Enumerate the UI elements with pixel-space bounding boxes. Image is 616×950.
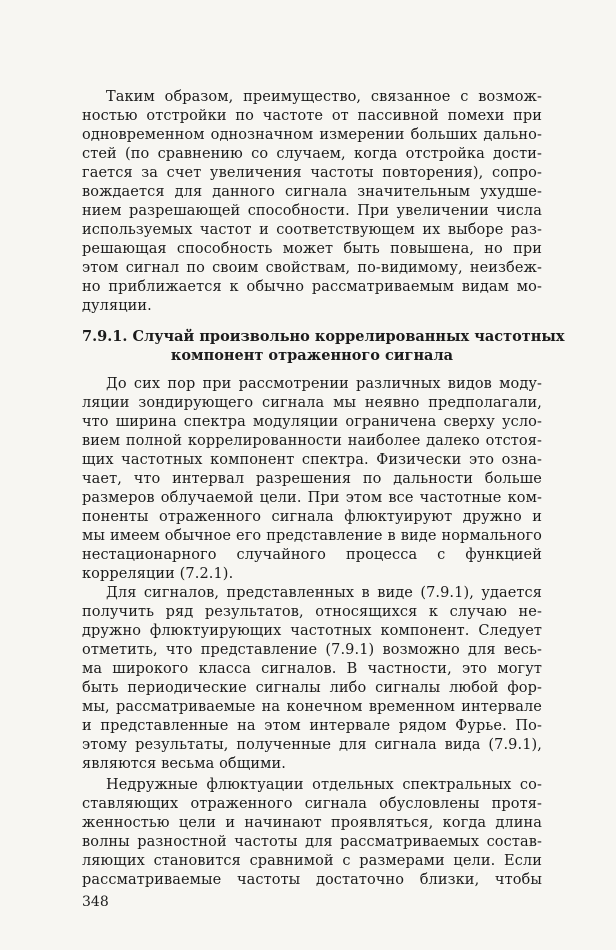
paragraph-line: гается за счет увеличения частоты повторения), сопро- — [82, 165, 542, 181]
paragraph-line: мы, рассматриваемые на конечном временном интервале — [82, 699, 542, 715]
paragraph-line: используемых частот и соответствующем их выборе раз- — [82, 222, 542, 238]
paragraph-line: являются весьма общими. — [82, 756, 286, 772]
paragraph-line: что ширина спектра модуляции ограничена сверху усло- — [82, 414, 542, 430]
paragraph-line: вождается для данного сигнала значительным ухудше- — [82, 184, 542, 200]
paragraph-line: Таким образом, преимущество, связанное с возмож- — [106, 89, 542, 105]
paragraph-line: вием полной коррелированности наиболее далеко отстоя- — [82, 433, 542, 449]
paragraph-line: корреляции (7.2.1). — [82, 566, 234, 582]
paragraph-line: стей (по сравнению со случаем, когда отстройка дости- — [82, 146, 542, 162]
section-heading-line-2: компонент отраженного сигнала — [170, 347, 454, 364]
section-heading-line-1: 7.9.1. Случай произвольно коррелированных частотных — [82, 328, 565, 345]
paragraph-line: быть периодические сигналы либо сигналы любой фор- — [82, 680, 542, 696]
paragraph-line: волны разностной частоты для рассматриваемых состав- — [82, 834, 542, 850]
paragraph-line: поненты отраженного сигнала флюктуируют дружно и — [82, 509, 542, 525]
paragraph-line: мы имеем обычное его представление в виде нормального — [82, 528, 542, 544]
paragraph-line: получить ряд результатов, относящихся к случаю не- — [82, 604, 542, 620]
paragraph-line: и представленные на этом интервале рядом Фурье. По- — [82, 718, 542, 734]
paragraph-line: ляции зондирующего сигнала мы неявно предполагали, — [82, 395, 542, 411]
page-number: 348 — [82, 894, 109, 910]
paragraph-line: щих частотных компонент спектра. Физически это озна- — [82, 452, 542, 468]
paragraph-line: решающая способность может быть повышена, но при — [82, 241, 542, 257]
paragraph-line: нием разрешающей способности. При увеличении числа — [82, 203, 542, 219]
paragraph-line: одновременном однозначном измерении больших дально- — [82, 127, 542, 143]
paragraph-line: чает, что интервал разрешения по дальности больше — [82, 471, 542, 487]
paragraph-line: нестационарного случайного процесса с функцией — [82, 547, 542, 563]
paragraph-line: дуляции. — [82, 298, 152, 314]
paragraph-line: ставляющих отраженного сигнала обусловлены протя- — [82, 796, 542, 812]
paragraph-line: дружно флюктуирующих частотных компонент. Следует — [82, 623, 542, 639]
paragraph-line: ляющих становится сравнимой с размерами цели. Если — [82, 853, 542, 869]
paragraph-line: До сих пор при рассмотрении различных видов моду- — [106, 376, 542, 392]
paragraph-line: Для сигналов, представленных в виде (7.9.1), удается — [106, 585, 542, 601]
paragraph-line: ма широкого класса сигналов. В частности, это могут — [82, 661, 542, 677]
paragraph-line: этому результаты, полученные для сигнала вида (7.9.1), — [82, 737, 542, 753]
paragraph-line: Недружные флюктуации отдельных спектральных со- — [106, 777, 542, 793]
paragraph-line: но приближается к обычно рассматриваемым видам мо- — [82, 279, 542, 295]
paragraph-line: ностью отстройки по частоте от пассивной помехи при — [82, 108, 542, 124]
paragraph-line: женностью цели и начинают проявляться, когда длина — [82, 815, 542, 831]
paragraph-line: размеров облучаемой цели. При этом все частотные ком- — [82, 490, 542, 506]
paragraph-line: этом сигнал по своим свойствам, по-видимому, неизбеж- — [82, 260, 542, 276]
paragraph-line: отметить, что представление (7.9.1) возможно для весь- — [82, 642, 542, 658]
paragraph-line: рассматриваемые частоты достаточно близки, чтобы — [82, 872, 542, 888]
